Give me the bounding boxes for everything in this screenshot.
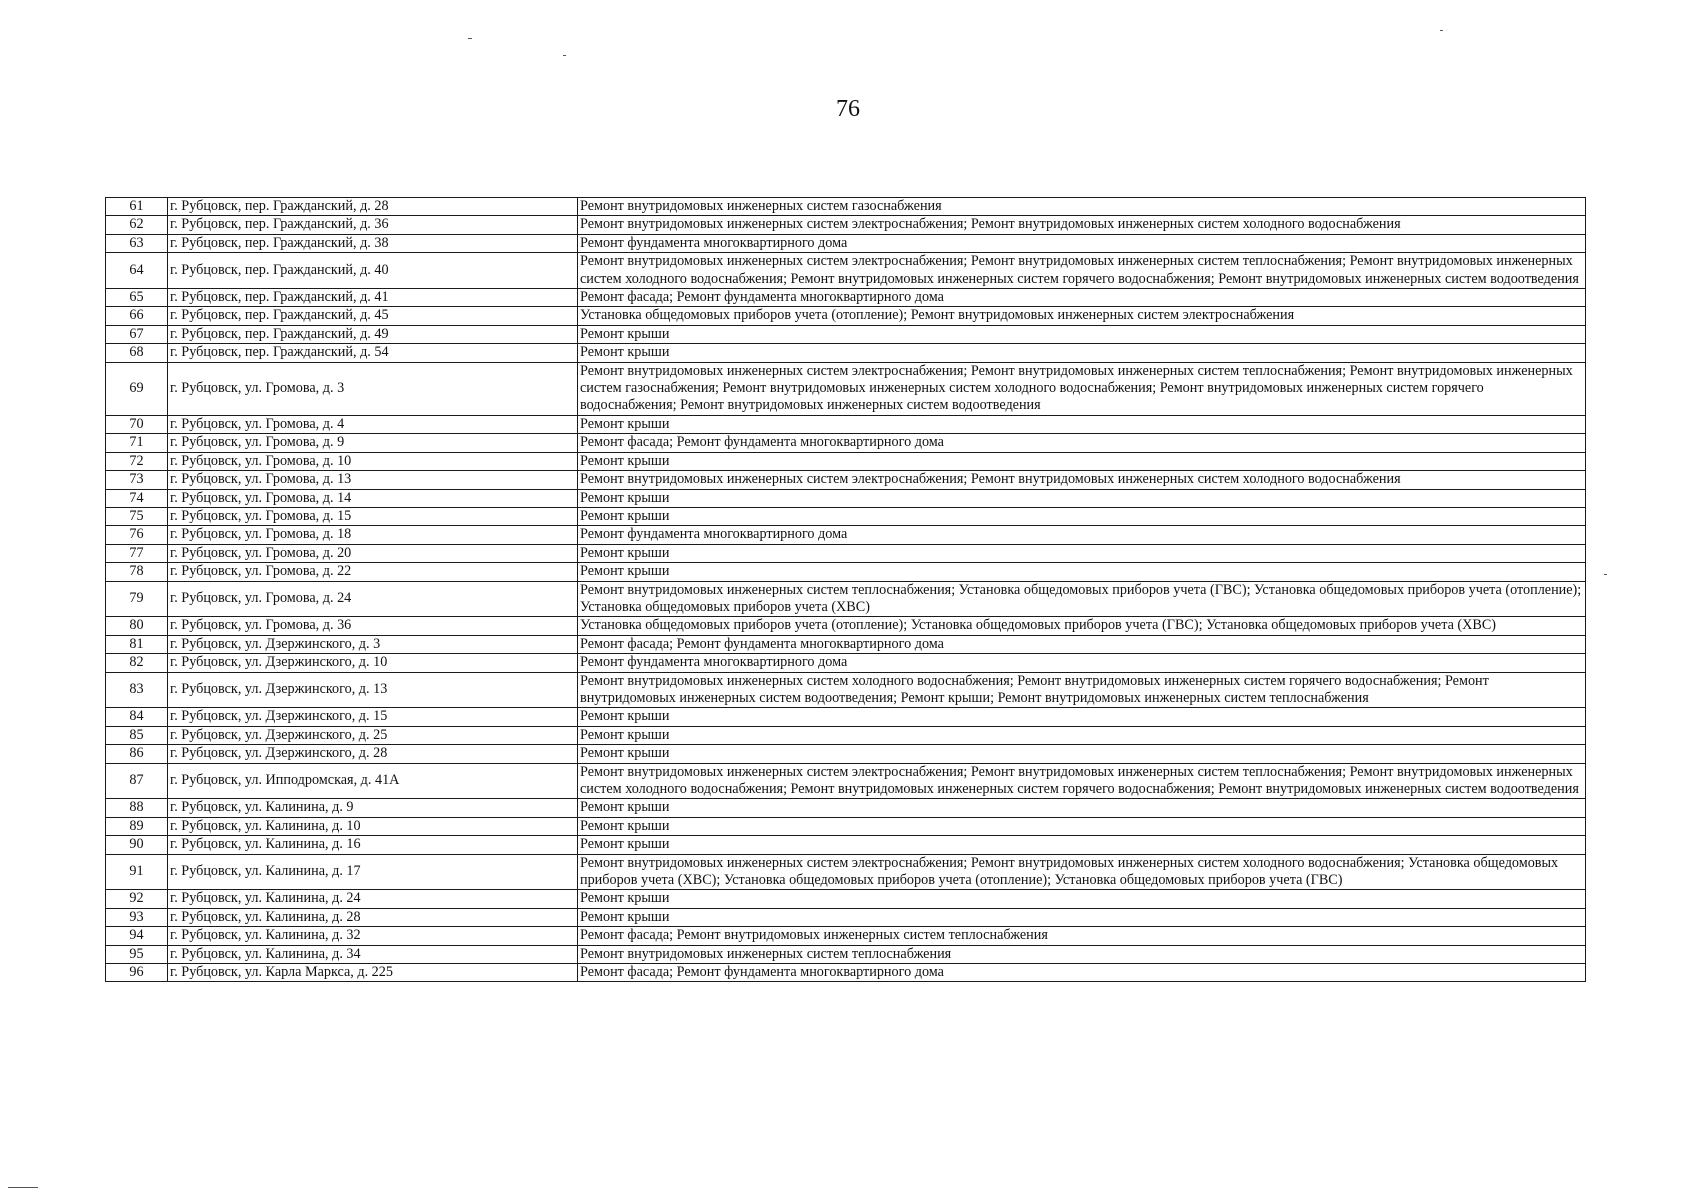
row-number-cell: 72	[106, 452, 168, 470]
address-cell: г. Рубцовск, ул. Громова, д. 4	[168, 415, 578, 433]
table-row	[106, 890, 1586, 908]
address-cell: г. Рубцовск, ул. Громова, д. 14	[168, 489, 578, 507]
table-row	[106, 654, 1586, 672]
works-cell: Ремонт фундамента многоквартирного дома	[578, 526, 1586, 544]
address-cell: г. Рубцовск, ул. Калинина, д. 17	[168, 854, 578, 890]
address-cell: г. Рубцовск, пер. Гражданский, д. 45	[168, 307, 578, 325]
table-row	[106, 708, 1586, 726]
row-number-cell: 92	[106, 890, 168, 908]
row-number-cell: 63	[106, 234, 168, 252]
works-cell: Ремонт крыши	[578, 726, 1586, 744]
row-number-cell: 91	[106, 854, 168, 890]
address-cell: г. Рубцовск, ул. Ипподромская, д. 41А	[168, 763, 578, 799]
table-row	[106, 526, 1586, 544]
table-row	[106, 945, 1586, 963]
works-cell: Ремонт фасада; Ремонт внутридомовых инженерных систем теплоснабжения	[578, 927, 1586, 945]
works-cell: Ремонт внутридомовых инженерных систем электроснабжения; Ремонт внутридомовых инженерных систем теплоснабжения; Ремонт внутридомовых инженерных систем холодного водоснабжения; Ремонт внутридомовых инженерных систем горячего водоснабжения; Ремонт внутридомовых инженерных систем водоотведения	[578, 763, 1586, 799]
address-cell: г. Рубцовск, ул. Громова, д. 3	[168, 362, 578, 415]
address-cell: г. Рубцовск, ул. Громова, д. 10	[168, 452, 578, 470]
row-number-cell: 80	[106, 617, 168, 635]
works-cell: Ремонт крыши	[578, 563, 1586, 581]
row-number-cell: 83	[106, 672, 168, 708]
table-row	[106, 763, 1586, 799]
address-cell: г. Рубцовск, ул. Калинина, д. 9	[168, 799, 578, 817]
scan-speck	[563, 55, 566, 56]
row-number-cell: 66	[106, 307, 168, 325]
row-number-cell: 84	[106, 708, 168, 726]
table-row	[106, 362, 1586, 415]
address-cell: г. Рубцовск, ул. Громова, д. 36	[168, 617, 578, 635]
address-cell: г. Рубцовск, пер. Гражданский, д. 28	[168, 198, 578, 216]
row-number-cell: 81	[106, 635, 168, 653]
address-cell: г. Рубцовск, ул. Карла Маркса, д. 225	[168, 964, 578, 982]
address-cell: г. Рубцовск, ул. Калинина, д. 24	[168, 890, 578, 908]
row-number-cell: 88	[106, 799, 168, 817]
row-number-cell: 90	[106, 836, 168, 854]
table-row	[106, 216, 1586, 234]
row-number-cell: 95	[106, 945, 168, 963]
address-cell: г. Рубцовск, пер. Гражданский, д. 54	[168, 344, 578, 362]
works-cell: Ремонт внутридомовых инженерных систем газоснабжения	[578, 198, 1586, 216]
works-cell: Ремонт крыши	[578, 708, 1586, 726]
row-number-cell: 70	[106, 415, 168, 433]
address-cell: г. Рубцовск, ул. Громова, д. 24	[168, 581, 578, 617]
address-cell: г. Рубцовск, ул. Дзержинского, д. 28	[168, 745, 578, 763]
works-cell: Ремонт фундамента многоквартирного дома	[578, 654, 1586, 672]
address-cell: г. Рубцовск, ул. Дзержинского, д. 15	[168, 708, 578, 726]
works-cell: Установка общедомовых приборов учета (отопление); Установка общедомовых приборов учета (ГВС); Установка общедомовых приборов учета (ХВС)	[578, 617, 1586, 635]
row-number-cell: 67	[106, 325, 168, 343]
table-row	[106, 415, 1586, 433]
table-row	[106, 581, 1586, 617]
address-cell: г. Рубцовск, ул. Дзержинского, д. 25	[168, 726, 578, 744]
works-cell: Ремонт внутридомовых инженерных систем теплоснабжения	[578, 945, 1586, 963]
works-cell: Ремонт фасада; Ремонт фундамента многоквартирного дома	[578, 434, 1586, 452]
scan-speck	[468, 38, 472, 39]
scan-speck	[1440, 30, 1443, 31]
row-number-cell: 74	[106, 489, 168, 507]
row-number-cell: 75	[106, 507, 168, 525]
table-row	[106, 635, 1586, 653]
row-number-cell: 65	[106, 289, 168, 307]
address-cell: г. Рубцовск, пер. Гражданский, д. 36	[168, 216, 578, 234]
row-number-cell: 79	[106, 581, 168, 617]
works-cell: Ремонт внутридомовых инженерных систем электроснабжения; Ремонт внутридомовых инженерных систем теплоснабжения; Ремонт внутридомовых инженерных систем газоснабжения; Ремонт внутридомовых инженерных систем холодного водоснабжения; Ремонт внутридомовых инженерных систем горячего водоснабжения; Ремонт внутридомовых инженерных систем водоотведения	[578, 362, 1586, 415]
housing-repair-table	[105, 197, 1586, 982]
address-cell: г. Рубцовск, ул. Калинина, д. 32	[168, 927, 578, 945]
works-cell: Ремонт крыши	[578, 415, 1586, 433]
scan-speck	[1604, 574, 1607, 575]
table-row	[106, 908, 1586, 926]
address-cell: г. Рубцовск, ул. Калинина, д. 28	[168, 908, 578, 926]
works-cell: Ремонт внутридомовых инженерных систем электроснабжения; Ремонт внутридомовых инженерных систем холодного водоснабжения	[578, 216, 1586, 234]
table-row	[106, 836, 1586, 854]
works-cell: Ремонт крыши	[578, 452, 1586, 470]
table-row	[106, 307, 1586, 325]
table-body	[106, 198, 1586, 982]
works-cell: Ремонт внутридомовых инженерных систем холодного водоснабжения; Ремонт внутридомовых инженерных систем горячего водоснабжения; Ремонт внутридомовых инженерных систем водоотведения; Ремонт крыши; Ремонт внутридомовых инженерных систем теплоснабжения	[578, 672, 1586, 708]
table-row	[106, 434, 1586, 452]
row-number-cell: 96	[106, 964, 168, 982]
table-row	[106, 253, 1586, 289]
table-row	[106, 563, 1586, 581]
table-row	[106, 489, 1586, 507]
works-cell: Ремонт фундамента многоквартирного дома	[578, 234, 1586, 252]
row-number-cell: 61	[106, 198, 168, 216]
address-cell: г. Рубцовск, ул. Калинина, д. 10	[168, 817, 578, 835]
page-number: 76	[836, 96, 860, 122]
works-cell: Ремонт фасада; Ремонт фундамента многоквартирного дома	[578, 964, 1586, 982]
address-cell: г. Рубцовск, ул. Громова, д. 20	[168, 544, 578, 562]
works-cell: Ремонт фасада; Ремонт фундамента многоквартирного дома	[578, 289, 1586, 307]
table-row	[106, 672, 1586, 708]
works-cell: Ремонт крыши	[578, 745, 1586, 763]
address-cell: г. Рубцовск, ул. Дзержинского, д. 13	[168, 672, 578, 708]
row-number-cell: 89	[106, 817, 168, 835]
works-cell: Ремонт внутридомовых инженерных систем электроснабжения; Ремонт внутридомовых инженерных систем теплоснабжения; Ремонт внутридомовых инженерных систем холодного водоснабжения; Ремонт внутридомовых инженерных систем горячего водоснабжения; Ремонт внутридомовых инженерных систем водоотведения	[578, 253, 1586, 289]
works-cell: Ремонт крыши	[578, 836, 1586, 854]
address-cell: г. Рубцовск, ул. Дзержинского, д. 3	[168, 635, 578, 653]
row-number-cell: 62	[106, 216, 168, 234]
table-row	[106, 964, 1586, 982]
row-number-cell: 71	[106, 434, 168, 452]
address-cell: г. Рубцовск, пер. Гражданский, д. 38	[168, 234, 578, 252]
works-cell: Ремонт крыши	[578, 489, 1586, 507]
address-cell: г. Рубцовск, ул. Громова, д. 13	[168, 471, 578, 489]
table-row	[106, 854, 1586, 890]
table-row	[106, 927, 1586, 945]
works-cell: Ремонт крыши	[578, 544, 1586, 562]
address-cell: г. Рубцовск, пер. Гражданский, д. 40	[168, 253, 578, 289]
row-number-cell: 68	[106, 344, 168, 362]
works-cell: Ремонт крыши	[578, 799, 1586, 817]
table-row	[106, 471, 1586, 489]
works-cell: Ремонт внутридомовых инженерных систем теплоснабжения; Установка общедомовых приборов учета (ГВС); Установка общедомовых приборов учета (отопление); Установка общедомовых приборов учета (ХВС)	[578, 581, 1586, 617]
works-cell: Ремонт внутридомовых инженерных систем электроснабжения; Ремонт внутридомовых инженерных систем холодного водоснабжения	[578, 471, 1586, 489]
address-cell: г. Рубцовск, ул. Громова, д. 18	[168, 526, 578, 544]
address-cell: г. Рубцовск, ул. Громова, д. 9	[168, 434, 578, 452]
table-row	[106, 799, 1586, 817]
table-row	[106, 344, 1586, 362]
table-row	[106, 325, 1586, 343]
works-cell: Ремонт крыши	[578, 325, 1586, 343]
address-cell: г. Рубцовск, ул. Калинина, д. 34	[168, 945, 578, 963]
address-cell: г. Рубцовск, ул. Громова, д. 22	[168, 563, 578, 581]
works-cell: Ремонт крыши	[578, 908, 1586, 926]
address-cell: г. Рубцовск, пер. Гражданский, д. 41	[168, 289, 578, 307]
table-row	[106, 289, 1586, 307]
table-row	[106, 198, 1586, 216]
works-cell: Установка общедомовых приборов учета (отопление); Ремонт внутридомовых инженерных систем электроснабжения	[578, 307, 1586, 325]
address-cell: г. Рубцовск, ул. Дзержинского, д. 10	[168, 654, 578, 672]
table-row	[106, 507, 1586, 525]
address-cell: г. Рубцовск, пер. Гражданский, д. 49	[168, 325, 578, 343]
row-number-cell: 77	[106, 544, 168, 562]
table-row	[106, 452, 1586, 470]
row-number-cell: 94	[106, 927, 168, 945]
row-number-cell: 87	[106, 763, 168, 799]
table-row	[106, 817, 1586, 835]
table-row	[106, 544, 1586, 562]
row-number-cell: 64	[106, 253, 168, 289]
works-cell: Ремонт фасада; Ремонт фундамента многоквартирного дома	[578, 635, 1586, 653]
works-cell: Ремонт крыши	[578, 344, 1586, 362]
scan-speck	[8, 1187, 38, 1188]
address-cell: г. Рубцовск, ул. Громова, д. 15	[168, 507, 578, 525]
works-cell: Ремонт крыши	[578, 890, 1586, 908]
works-cell: Ремонт крыши	[578, 507, 1586, 525]
row-number-cell: 69	[106, 362, 168, 415]
table-row	[106, 617, 1586, 635]
row-number-cell: 86	[106, 745, 168, 763]
table-row	[106, 726, 1586, 744]
works-cell: Ремонт крыши	[578, 817, 1586, 835]
works-cell: Ремонт внутридомовых инженерных систем электроснабжения; Ремонт внутридомовых инженерных систем холодного водоснабжения; Установка общедомовых приборов учета (ХВС); Установка общедомовых приборов учета (отопление); Установка общедомовых приборов учета (ГВС)	[578, 854, 1586, 890]
row-number-cell: 76	[106, 526, 168, 544]
row-number-cell: 73	[106, 471, 168, 489]
address-cell: г. Рубцовск, ул. Калинина, д. 16	[168, 836, 578, 854]
row-number-cell: 78	[106, 563, 168, 581]
table-row	[106, 234, 1586, 252]
table-row	[106, 745, 1586, 763]
row-number-cell: 82	[106, 654, 168, 672]
row-number-cell: 85	[106, 726, 168, 744]
row-number-cell: 93	[106, 908, 168, 926]
